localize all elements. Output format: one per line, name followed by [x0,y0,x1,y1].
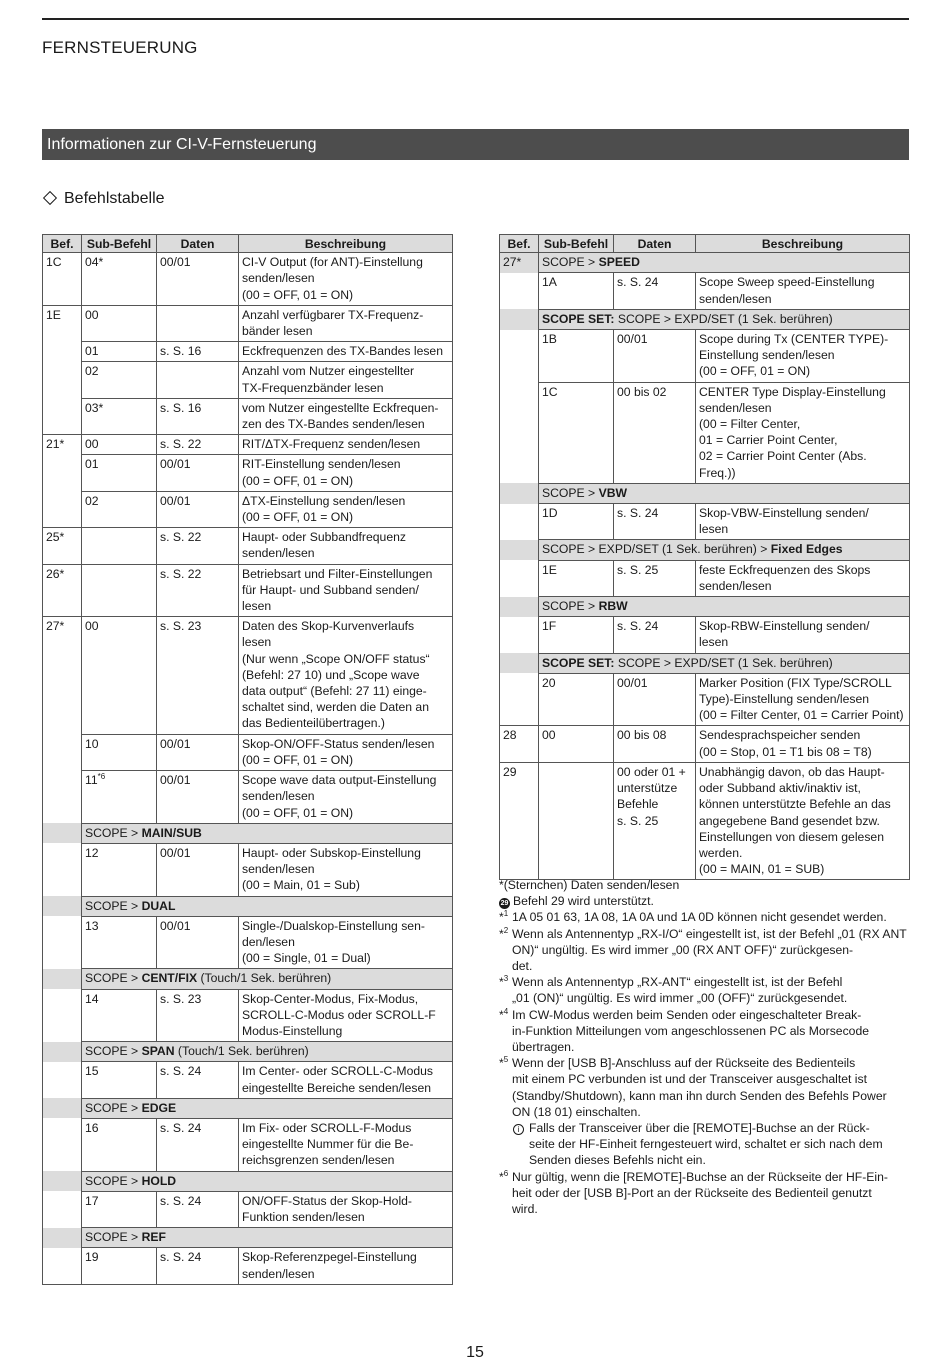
cell-command [43,1228,82,1248]
cell-data: 00/01 [614,673,696,726]
footnote-marker: *$^1$ [499,909,509,925]
table-row [43,455,453,491]
cell-description: feste Eckfrequenzen des Skops senden/lesen [696,560,910,596]
table-header-row [500,235,910,253]
cell-description: Skop-RBW-Einstellung senden/ lesen [696,617,910,653]
cell-subcommand: 01 [82,455,157,491]
cell-subcommand: 00 [82,617,157,734]
cell-command: 27* [43,617,82,734]
group-row [43,969,453,989]
footnote-text: Wenn als Antennentyp „RX-I/O“ eingestellt ist, ist der Befehl „01 (RX ANT ON)“ ungültig. Es wird immer „00 (RX ANT OFF)“ zurückgesen- det. [512,926,907,974]
cell-data: s. S. 23 [157,617,239,734]
group-label-key: REF [141,1230,166,1245]
table-row [500,330,910,383]
section-title: Informationen zur CI-V-Fernsteuerung [47,136,317,153]
footnote-number: 5 [503,1055,509,1065]
cell-description: Eckfrequenzen des TX-Bandes lesen [239,342,453,362]
footnote-text: Wenn der [USB B]-Anschluss auf der Rückseite des Bedienteils mit einem PC verbunden ist und der Transceiver ausgeschaltet ist (Standby/Shutdown), kann man ihn durch Senden des Befehls Power ON (18 01) einschalten. [512,1056,887,1119]
cell-data: s. S. 24 [614,273,696,309]
cell-description: Single-/Dualskop-Einstellung sen- den/lesen (00 = Single, 01 = Dual) [239,916,453,969]
group-label: SCOPE > HOLD [82,1171,453,1191]
table-row [43,617,453,734]
cell-command [43,1118,82,1171]
group-row [500,653,910,673]
cell-description: ΔTX-Einstellung senden/lesen (00 = OFF, 01 = ON) [239,491,453,527]
table-row [43,989,453,1042]
cell-command: 27* [500,253,539,273]
cell-description: Skop-VBW-Einstellung senden/ lesen [696,504,910,540]
cell-command [500,309,539,329]
cell-data: s. S. 22 [157,435,239,455]
cell-subcommand: 17 [82,1191,157,1227]
cell-command: 25* [43,528,82,564]
footnote-text: Nur gültig, wenn die [REMOTE]-Buchse an der Rückseite der HF-Ein- heit oder der [USB B]-Port an der Rückseite des Bedienteil genutzt wird. [512,1169,888,1217]
cell-description: Im Center- oder SCROLL-C-Modus eingestellte Bereiche senden/lesen [239,1062,453,1098]
group-label-key: EDGE [141,1100,177,1115]
cell-subcommand [82,528,157,564]
cell-subcommand: 03* [82,398,157,434]
cell-command: 21* [43,435,82,455]
cell-data: s. S. 24 [157,1248,239,1284]
cell-subcommand [539,762,614,879]
group-label: SCOPE SET: SCOPE > EXPD/SET (1 Sek. berühren) [539,309,910,329]
cell-command [43,1171,82,1191]
group-row [43,1042,453,1062]
cell-data: 00/01 [157,771,239,824]
cell-subcommand: 14 [82,989,157,1042]
footnote-marker: *$^3$ [499,974,509,990]
group-label: SCOPE > MAIN/SUB [82,823,453,843]
group-row [43,1171,453,1191]
footnote-number: 3 [503,974,509,984]
group-label: SCOPE > RBW [539,597,910,617]
page-number: 15 [466,1344,484,1361]
footnote [499,1169,911,1218]
cell-description: Haupt- oder Subbandfrequenz senden/lesen [239,528,453,564]
table-row [43,253,453,306]
cell-subcommand: 16 [82,1118,157,1171]
group-label: SCOPE > SPAN (Touch/1 Sek. berühren) [82,1042,453,1062]
group-label-lead: SCOPE SET: [542,311,615,326]
cell-subcommand: 1E [539,560,614,596]
footnote-number: 6 [503,1168,509,1178]
cell-command [43,823,82,843]
group-label-key: HOLD [141,1173,177,1188]
footnote [499,1120,911,1169]
cell-data [157,362,239,398]
cell-data [157,305,239,341]
footnote: *(Sternchen) Daten senden/lesen [499,878,680,892]
cell-command [43,491,82,527]
cell-data: s. S. 16 [157,342,239,362]
cell-description: Im Fix- oder SCROLL-F-Modus eingestellte Nummer für die Be- reichsgrenzen senden/lesen [239,1118,453,1171]
cell-command: 28 [500,726,539,762]
cell-data: 00 bis 08 [614,726,696,762]
cell-description: Daten des Skop-Kurvenverlaufs lesen (Nur wenn „Scope ON/OFF status“ (Befehl: 27 10) und „Scope wave data output“ (Befehl: 27 11) einge- schaltet sind, werden die Daten an das Bedienteilübertragen.) [239,617,453,734]
cell-description: Scope during Tx (CENTER TYPE)- Einstellung senden/lesen (00 = OFF, 01 = ON) [696,330,910,383]
command-table-left [42,234,453,1285]
footnote: 29 Befehl 29 wird unterstützt. [500,894,654,909]
cell-data: 00/01 [157,843,239,896]
footnote-ref: *6 [97,772,106,782]
cell-description: CENTER Type Display-Einstellung senden/lesen (00 = Filter Center, 01 = Carrier Point Center, 02 = Carrier Point Center (Abs. Freq.)) [696,382,910,483]
cell-description: RIT/ΔTX-Frequenz senden/lesen [239,435,453,455]
group-row [43,823,453,843]
group-row [500,597,910,617]
subheading [42,190,165,208]
cell-description: Anzahl vom Nutzer eingestellter TX-Frequenzbänder lesen [239,362,453,398]
cell-command [500,653,539,673]
cell-subcommand: 15 [82,1062,157,1098]
group-label-key: Fixed Edges [770,542,843,557]
cell-description: Skop-ON/OFF-Status senden/lesen (00 = OFF, 01 = ON) [239,734,453,770]
footnotes [499,877,911,1217]
footnote-marker: *$^4$ [499,1006,509,1022]
group-row [500,253,910,273]
cell-subcommand: 04* [82,253,157,306]
cell-subcommand: 19 [82,1248,157,1284]
group-label: SCOPE SET: SCOPE > EXPD/SET (1 Sek. berühren) [539,653,910,673]
table-row [43,1191,453,1227]
cell-command [500,617,539,653]
cell-command [500,504,539,540]
cell-command [500,330,539,383]
table-row [500,762,910,879]
cell-data: s. S. 24 [157,1191,239,1227]
table-row [43,1248,453,1284]
footnote [499,926,911,975]
cell-data: s. S. 24 [614,504,696,540]
cell-description: Marker Position (FIX Type/SCROLL Type)-Einstellung senden/lesen (00 = Filter Center, 01 = Carrier Point) [696,673,910,726]
footnote [499,974,911,1006]
group-label-key: CENT/FIX [141,971,198,986]
table-row [43,564,453,617]
cell-subcommand: 1F [539,617,614,653]
footnote-number: 2 [503,925,509,935]
cell-data: s. S. 25 [614,560,696,596]
footnote [499,909,911,925]
cell-subcommand: 20 [539,673,614,726]
cell-subcommand: 1C [539,382,614,483]
cell-data: s. S. 24 [157,1118,239,1171]
header-cmd: Bef. [500,235,539,253]
header-data: Daten [614,235,696,253]
group-label: SCOPE > REF [82,1228,453,1248]
group-label-key: MAIN/SUB [141,825,202,840]
cell-subcommand: 13 [82,916,157,969]
group-label: SCOPE > EXPD/SET (1 Sek. berühren) > Fixed Edges [539,540,910,560]
group-row [500,540,910,560]
cell-description: Sendesprachspeicher senden (00 = Stop, 01 = T1 bis 08 = T8) [696,726,910,762]
cell-description: RIT-Einstellung senden/lesen (00 = OFF, 01 = ON) [239,455,453,491]
cell-command [43,843,82,896]
header-sub: Sub-Befehl [82,235,157,253]
page-title: FERNSTEUERUNG [42,38,198,57]
table-row [500,273,910,309]
cell-data: 00/01 [614,330,696,383]
table-row [43,528,453,564]
footnote-marker: *$^6$ [499,1168,509,1184]
cell-subcommand: 1B [539,330,614,383]
table-row [500,560,910,596]
group-label-key: SPEED [598,255,640,270]
group-row [43,896,453,916]
cell-data: 00/01 [157,734,239,770]
cell-data: s. S. 16 [157,398,239,434]
cell-subcommand: 01 [82,342,157,362]
info-icon [513,1120,524,1136]
table-row [43,843,453,896]
command-table-left-body [43,253,453,1285]
cell-description: Skop-Center-Modus, Fix-Modus, SCROLL-C-Modus oder SCROLL-F Modus-Einstellung [239,989,453,1042]
cell-description: Skop-Referenzpegel-Einstellung senden/lesen [239,1248,453,1284]
cell-subcommand: 00 [82,435,157,455]
command-table-right-body [500,253,910,880]
table-row [500,673,910,726]
table-row [43,435,453,455]
cell-data: 00/01 [157,916,239,969]
cell-subcommand: 02 [82,491,157,527]
cell-command: 26* [43,564,82,617]
cell-data: s. S. 24 [157,1062,239,1098]
table-row [43,1118,453,1171]
info-circle-icon: i [513,1124,524,1135]
footnote-text: Wenn als Antennentyp „RX-ANT“ eingestellt ist, ist der Befehl „01 (ON)“ ungültig. Es wird immer „00 (OFF)“ zurückgesendet. [512,975,848,1006]
cell-command [43,1248,82,1284]
cell-command [500,560,539,596]
cell-data: s. S. 22 [157,564,239,617]
cell-command [500,273,539,309]
footnote-text: Im CW-Modus werden beim Senden oder eingeschalteter Break- in-Funktion Mitteilungen vom angeschlossenen PC als Morsecode übertragen. [512,1007,870,1055]
table-row [43,771,453,824]
table-row [43,362,453,398]
cell-command [500,483,539,503]
cell-command [500,540,539,560]
cell-command [43,1062,82,1098]
group-label: SCOPE > DUAL [82,896,453,916]
table-row [500,726,910,762]
cell-description: Betriebsart und Filter-Einstellungen für Haupt- und Subband senden/ lesen [239,564,453,617]
footnote [499,1007,911,1056]
cell-description: CI-V Output (for ANT)-Einstellung senden/lesen (00 = OFF, 01 = ON) [239,253,453,306]
cell-data: 00/01 [157,455,239,491]
subheading-text: Befehlstabelle [64,190,165,207]
cell-description: Anzahl verfügbarer TX-Frequenz- bänder lesen [239,305,453,341]
group-label: SCOPE > VBW [539,483,910,503]
cell-description: Haupt- oder Subskop-Einstellung senden/lesen (00 = Main, 01 = Sub) [239,843,453,896]
cell-command [43,1191,82,1227]
cell-subcommand: 11$^{*6}$ [82,771,157,824]
cell-command [500,597,539,617]
cell-description: Scope wave data output-Einstellung senden/lesen (00 = OFF, 01 = ON) [239,771,453,824]
cell-command [43,916,82,969]
table-row [43,305,453,341]
cell-data: 00/01 [157,491,239,527]
cell-subcommand: 1D [539,504,614,540]
cell-command [43,989,82,1042]
cell-command [43,398,82,434]
table-row [500,382,910,483]
table-row [43,916,453,969]
group-label: SCOPE > SPEED [539,253,910,273]
circled-number-icon: 29 [500,900,509,908]
cell-command: 29 [500,762,539,879]
cell-subcommand [82,564,157,617]
cell-subcommand: 12 [82,843,157,896]
group-label-lead: SCOPE SET: [542,655,615,670]
cell-description: ON/OFF-Status der Skop-Hold- Funktion senden/lesen [239,1191,453,1227]
table-header-row [43,235,453,253]
group-label: SCOPE > EDGE [82,1098,453,1118]
header-data: Daten [157,235,239,253]
header-desc: Beschreibung [239,235,453,253]
cell-command [43,1098,82,1118]
group-label-key: SPAN [141,1044,175,1059]
cell-subcommand: 1A [539,273,614,309]
command-table-right [499,234,910,880]
section-title-bar [42,129,909,160]
cell-data: s. S. 24 [614,617,696,653]
table-row [43,734,453,770]
footnote-text: 1A 05 01 63, 1A 08, 1A 0A und 1A 0D können nicht gesendet werden. [512,910,887,925]
group-row [500,309,910,329]
diamond-icon [43,191,57,205]
cell-command [500,673,539,726]
group-label-key: VBW [598,485,627,500]
cell-command [43,969,82,989]
cell-command [43,1042,82,1062]
cell-command [43,771,82,824]
footnote-text: Falls der Transceiver über die [REMOTE]-Buchse an der Rück- seite der HF-Einheit ferngesteuert wird, schaltet er sich nach dem Senden dieses Befehls nicht ein. [529,1121,883,1168]
cell-data: 00 oder 01 + unterstütze Befehle s. S. 25 [614,762,696,879]
group-row [500,483,910,503]
table-row [500,504,910,540]
header-sub: Sub-Befehl [539,235,614,253]
cell-data: s. S. 23 [157,989,239,1042]
table-row [43,342,453,362]
header-desc: Beschreibung [696,235,910,253]
group-label: SCOPE > CENT/FIX (Touch/1 Sek. berühren) [82,969,453,989]
cell-subcommand: 02 [82,362,157,398]
cell-subcommand: 10 [82,734,157,770]
footnote [499,1055,911,1120]
cell-description: vom Nutzer eingestellte Eckfrequen- zen des TX-Bandes senden/lesen [239,398,453,434]
cell-data: 00/01 [157,253,239,306]
cell-subcommand: 00 [539,726,614,762]
cell-command [43,734,82,770]
table-row [500,617,910,653]
header-cmd: Bef. [43,235,82,253]
cell-command: 1C [43,253,82,306]
cell-command: 1E [43,305,82,341]
footnote-marker: *$^2$ [499,925,509,941]
table-row [43,1062,453,1098]
group-label-key: RBW [598,599,628,614]
cell-description: Scope Sweep speed-Einstellung senden/lesen [696,273,910,309]
group-label-key: DUAL [141,898,176,913]
cell-data: s. S. 22 [157,528,239,564]
cell-command [500,382,539,483]
cell-command [43,362,82,398]
footnote-number: 4 [503,1006,509,1016]
cell-subcommand: 00 [82,305,157,341]
footnote-marker: *$^5$ [499,1055,509,1071]
cell-command [43,342,82,362]
footnote-number: 1 [503,909,509,919]
cell-description: Unabhängig davon, ob das Haupt- oder Subband aktiv/inaktiv ist, können unterstützte Befehle an das angegebene Band gesendet bzw. Einstellungen von diesem gelesen werden. (00 = MAIN, 01 = SUB) [696,762,910,879]
cell-command [43,455,82,491]
table-row [43,491,453,527]
group-row [43,1228,453,1248]
table-row [43,398,453,434]
top-rule [42,18,909,20]
cell-data: 00 bis 02 [614,382,696,483]
cell-command [43,896,82,916]
group-row [43,1098,453,1118]
